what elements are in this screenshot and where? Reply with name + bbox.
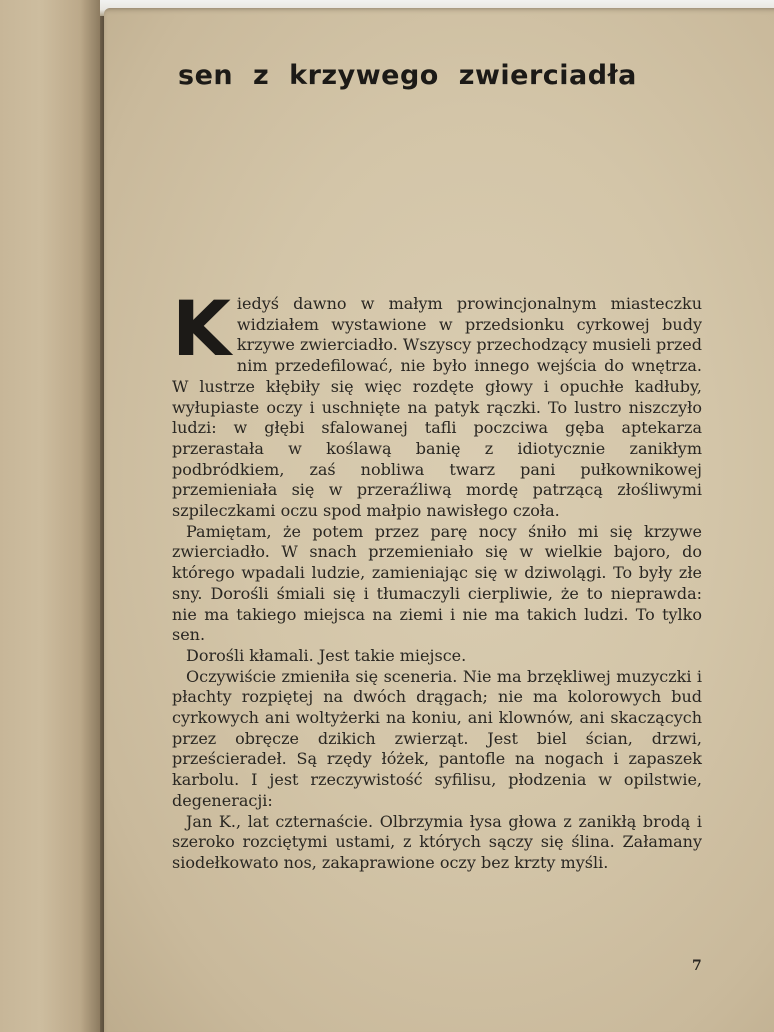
paragraph-5: Jan K., lat czternaście. Olbrzymia łysa głowa z zanikłą brodą i szeroko rozciętymi ustami, z których sączy się ślina. Załamany siodełkowato nos, zakaprawione oczy bez krzty myśli. — [172, 811, 702, 872]
paragraph-2: Pamiętam, że potem przez parę nocy śniło mi się krzywe zwierciadło. W snach przemieniało się w wielkie bajoro, do którego wpadali ludzie, zamieniając się w dziwolągi. To były złe sny. Dorośli śmiali się i tłumaczyli cierpliwie, że to nieprawda: nie ma takiego miejsca na ziemi i nie ma takich ludzi. To tylko sen. — [172, 521, 702, 645]
paragraph-1 — [172, 284, 702, 522]
page-number: 7 — [692, 958, 702, 974]
paragraph-1-text: iedyś dawno w małym prowincjonalnym miasteczku widziałem wystawione w przedsionku cyrkowej budy krzywe zwierciadło. Wszyscy przechodzący musieli przed nim przedefilować, nie było innego wejścia do wnętrza. W lustrze kłębiły się więc rozdęte głowy i opuchłe kadłuby, wyłupiaste oczy i uschnięte na patyk rączki. To lustro niszczyło ludzi: w głębi sfalowanej tafli poczciwa gęba aptekarza przerastała w koślawą banię z idiotycznie zanikłym podbródkiem, zaś nobliwa twarz pani pułkownikowej przemieniała się w przeraźliwą mordę patrzącą złośliwymi szpileczkami oczu spod małpio nawisłego czoła. — [172, 294, 702, 521]
paragraph-4: Oczywiście zmieniła się sceneria. Nie ma brzękliwej muzyczki i płachty rozpiętej na dwóch drągach; nie ma kolorowych bud cyrkowych ani woltyżerki na koniu, ani klownów, ani skaczących przez obręcze dzikich zwierząt. Jest biel ścian, drzwi, prześcieradeł. Są rzędy łóżek, pantofle na nogach i zapaszek karbolu. I jest rzeczywistość syfilisu, płodzenia w opilstwie, degeneracji: — [172, 666, 702, 810]
paragraph-3: Dorośli kłamali. Jest takie miejsce. — [186, 645, 467, 665]
book-page — [104, 8, 774, 1032]
chapter-body — [172, 284, 702, 874]
drop-cap-letter: K — [172, 284, 231, 373]
chapter-title: sen z krzywego zwierciadła — [178, 60, 637, 91]
left-page-edge — [0, 0, 100, 1032]
